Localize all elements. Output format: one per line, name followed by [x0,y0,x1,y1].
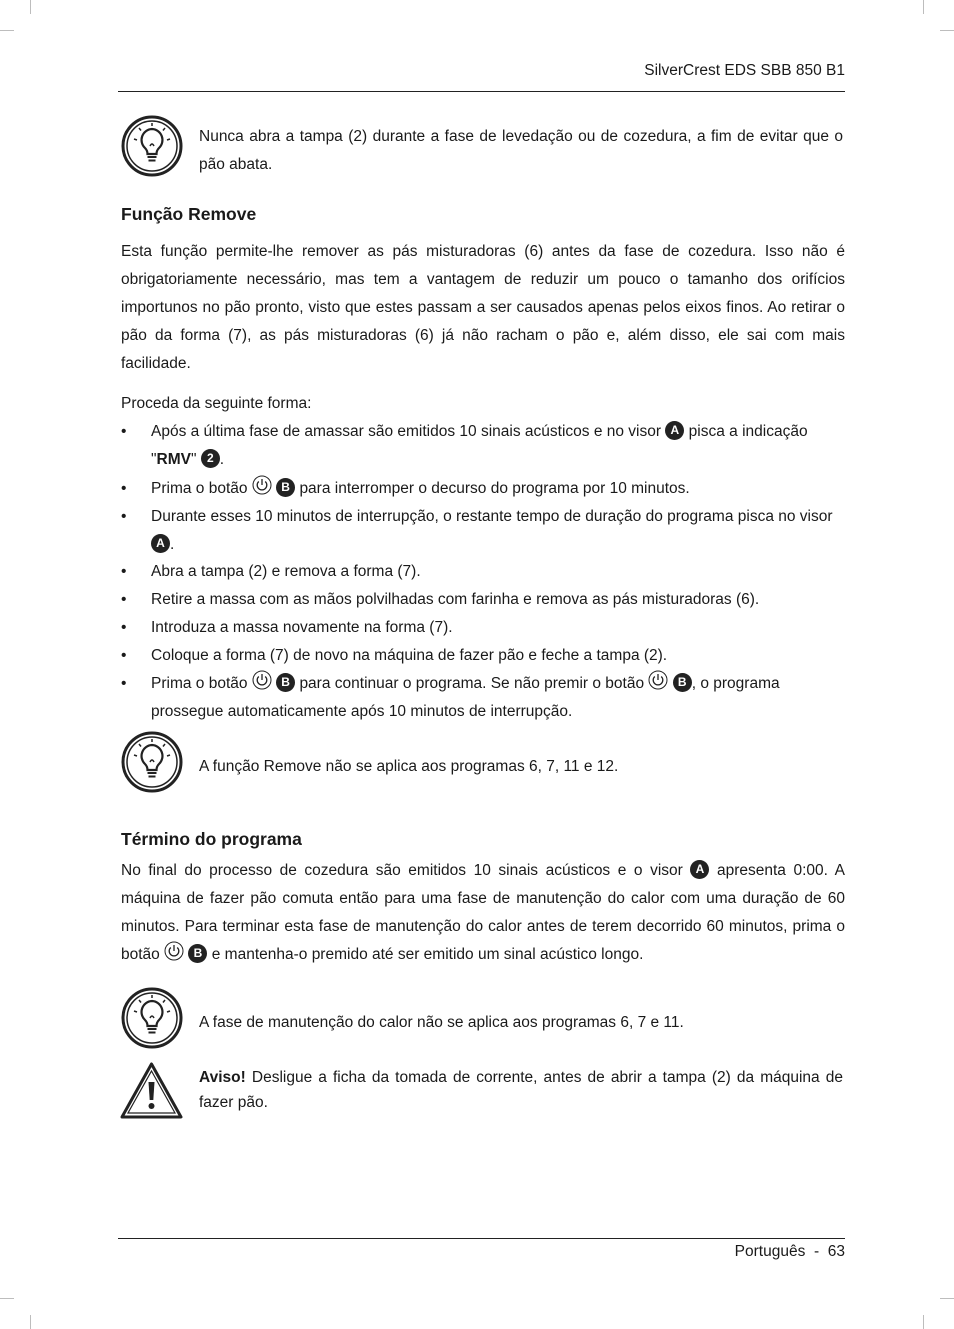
bullet-dot: • [121,591,127,608]
heading-remove: Função Remove [121,204,257,224]
list-item-text: pisca a indicação " [151,423,808,468]
list-item-text: Prima o botão [151,675,248,692]
crop-mark [0,30,14,31]
warning-label: Aviso! [199,1069,246,1086]
warning-message: Desligue a ficha da tomada de corrente, antes de abrir a tampa (2) da máquina de fazer pão. [199,1069,843,1111]
paragraph-text: No final do processo de cozedura são emitidos 10 sinais acústicos e o visor [121,862,683,879]
lightbulb-icon [121,987,183,1049]
bullet-dot: • [121,423,127,440]
warning-text [199,1065,843,1115]
list-item-text: Abra a tampa (2) e remova a forma (7). [151,563,421,580]
list-item-text: Durante esses 10 minutos de interrupção, o restante tempo de duração do programa pisca no visor [151,508,833,525]
paragraph-remove: Esta função permite-lhe remover as pás misturadoras (6) antes da fase de cozedura. Isso não é obrigatoriamente necessário, mas tem a vantagem de reduzir um pouco o tamanho dos orifícios importunos no pão pronto, visto que estes passam a ser causados apenas pelos eixos finos. Ao retirar o pão da forma (7), as pás misturadoras (6) já não racham o pão e, além disso, ele sai com mais facilidade. [121,243,845,372]
header-title: SilverCrest EDS SBB 850 B1 [644,62,845,79]
bullet-dot: • [121,647,127,664]
paragraph-text: e mantenha-o premido até ser emitido um sinal acústico longo. [211,946,644,963]
power-icon [252,670,272,690]
rmv-label: RMV [156,451,191,468]
paragraph-end [121,857,845,969]
crop-mark [923,1315,924,1329]
footer [118,1243,845,1261]
lightbulb-icon [121,115,183,177]
crop-mark [923,0,924,14]
list-item-text: Coloque a forma (7) de novo na máquina de fazer pão e feche a tampa (2). [151,647,668,664]
list-item-text: Prima o botão [151,480,248,497]
bullet-dot: • [121,563,127,580]
list-item-text: Retire a massa com as mãos polvilhadas com farinha e remova as pás misturadoras (6). [151,591,760,608]
lightbulb-icon [121,731,183,793]
button-b-icon: B [276,478,295,497]
note-keepwarm-programs: A fase de manutenção do calor não se aplica aos programas 6, 7 e 11. [199,1014,684,1031]
bullet-dot: • [121,675,127,692]
page-number: 63 [827,1243,845,1260]
crop-mark [940,30,954,31]
intro-text: Proceda da seguinte forma: [121,395,312,412]
list-item-text: " [190,451,197,468]
button-b-icon: B [188,944,207,963]
footer-separator: - [813,1243,820,1260]
button-b-icon: B [276,673,295,692]
power-icon [252,475,272,495]
list-item-text: para interromper o decurso do programa por 10 minutos. [299,480,690,497]
button-b-icon: B [673,673,692,692]
crop-mark [940,1298,954,1299]
display-a-icon: A [690,860,709,879]
display-a-icon: A [665,421,684,440]
crop-mark [0,1298,14,1299]
list-item-text: Introduza a massa novamente na forma (7). [151,619,453,636]
heading-end: Término do programa [121,829,302,849]
display-a-icon: A [151,534,170,553]
bullet-dot: • [121,619,127,636]
warning-icon [120,1062,183,1119]
footer-language: Português [734,1243,806,1260]
list-item-text: para continuar o programa. Se não premir o botão [299,675,645,692]
power-icon [648,670,668,690]
power-icon [164,941,184,961]
bullet-dot: • [121,508,127,525]
list-item-text: , o programa prossegue automaticamente após 10 minutos de interrupção. [151,675,780,720]
crop-mark [30,0,31,14]
note-remove-programs: A função Remove não se aplica aos programas 6, 7, 11 e 12. [199,758,619,775]
header-rule [118,91,845,92]
crop-mark [30,1315,31,1329]
number-2-icon: 2 [201,449,220,468]
bullet-dot: • [121,480,127,497]
footer-rule [118,1238,845,1239]
paragraph-text: apresenta 0:00. A máquina de fazer pão comuta então para uma fase de manutenção do calor com uma duração de 60 minutos. Para terminar esta fase de manutenção do calor antes de terem decorrido 60 minutos, prima o botão [121,862,845,963]
list-item-text: Após a última fase de amassar são emitidos 10 sinais acústicos e no visor [151,423,662,440]
note-lid: Nunca abra a tampa (2) durante a fase de levedação ou de cozedura, a fim de evitar que o pão abata. [199,128,843,173]
